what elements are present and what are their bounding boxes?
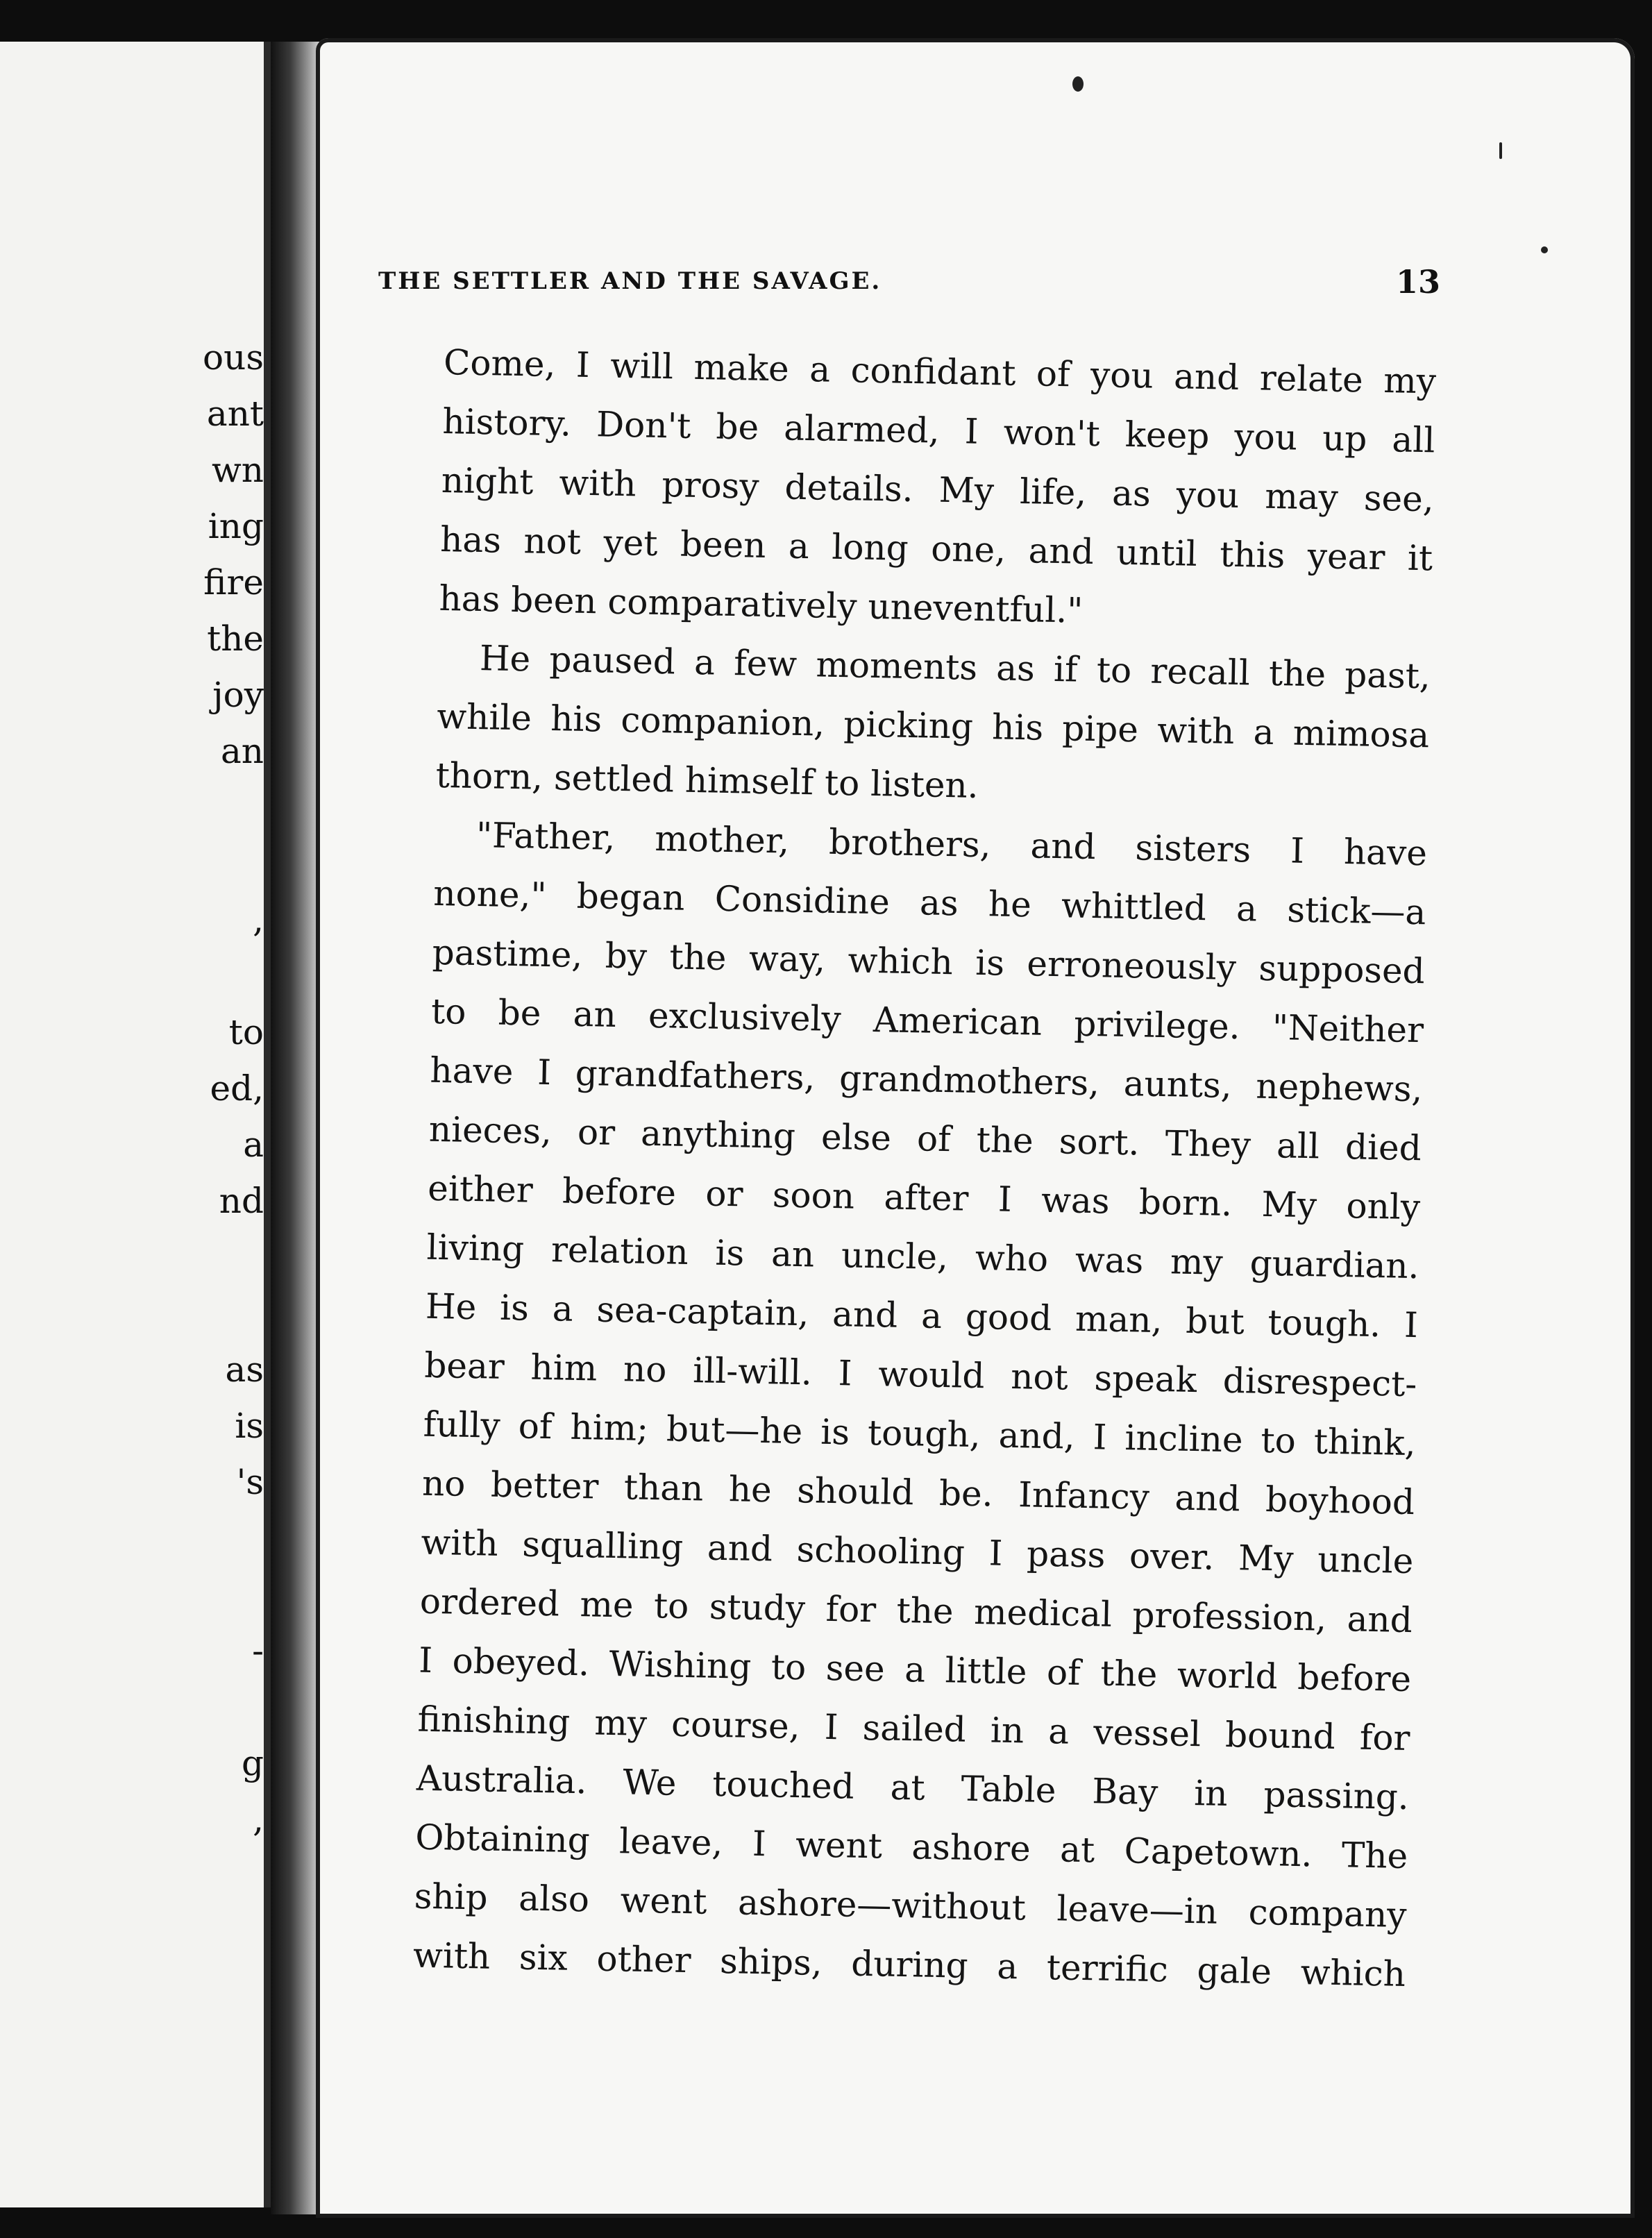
previous-page-line-fragment: an: [220, 731, 264, 771]
text-line: Come, I will make a confidant of you and relate my: [443, 342, 1437, 402]
previous-page-line-fragment: joy: [212, 675, 264, 715]
previous-page-line-fragment: ant: [206, 394, 264, 434]
text-line: nieces, or anything else of the sort. They all died: [428, 1109, 1422, 1169]
ink-speck: [1541, 246, 1548, 253]
previous-page-line-fragment: g: [241, 1743, 264, 1783]
previous-page-line-fragment: a: [243, 1125, 264, 1165]
text-line: He is a sea-captain, and a good man, but tough. I: [425, 1286, 1419, 1346]
text-line: with six other ships, during a terrific gale which: [412, 1935, 1406, 1995]
previous-page-line-fragment: ing: [208, 506, 264, 546]
book-gutter: [271, 42, 319, 2214]
running-head-title: THE SETTLER AND THE SAVAGE.: [378, 267, 882, 295]
previous-page-line-fragment: the: [207, 619, 264, 659]
text-line: no better than he should be. Infancy and boyhood: [421, 1463, 1415, 1523]
text-line: living relation is an uncle, who was my guardian.: [426, 1227, 1420, 1287]
ink-speck: [1072, 76, 1084, 92]
previous-page-line-fragment: ed,: [210, 1068, 264, 1109]
previous-page-line-fragment: ,: [253, 1799, 264, 1840]
page-number: 13: [1395, 263, 1440, 301]
previous-page-line-fragment: to: [228, 1012, 264, 1052]
text-line: ship also went ashore—without leave—in company: [414, 1876, 1408, 1936]
previous-page: [0, 42, 271, 2207]
text-line: Australia. We touched at Table Bay in passing.: [416, 1758, 1410, 1818]
text-line: with squalling and schooling I pass over. My uncle: [421, 1522, 1414, 1582]
text-line: has been comparatively uneventful.": [439, 578, 1084, 631]
previous-page-line-fragment: ,: [253, 900, 264, 940]
previous-page-line-fragment: is: [235, 1406, 264, 1446]
text-line: pastime, by the way, which is erroneously supposed: [432, 932, 1426, 992]
text-line: ordered me to study for the medical profession, and: [419, 1581, 1413, 1641]
text-line: either before or soon after I was born. My only: [427, 1168, 1421, 1228]
previous-page-line-fragment: 's: [236, 1462, 264, 1502]
previous-page-line-fragment: -: [252, 1631, 264, 1671]
text-line: "Father, mother, brothers, and sisters I have: [475, 815, 1428, 874]
previous-page-line-fragment: nd: [219, 1181, 264, 1221]
text-line: while his companion, picking his pipe with a mimosa: [436, 696, 1430, 756]
text-line: thorn, settled himself to listen.: [435, 755, 979, 806]
text-line: bear him no ill-will. I would not speak disrespect-: [423, 1345, 1417, 1405]
text-line: to be an exclusively American privilege. "Neither: [430, 991, 1424, 1051]
text-line: have I grandfathers, grandmothers, aunts, nephews,: [430, 1050, 1423, 1110]
text-line: He paused a few moments as if to recall the past,: [479, 638, 1431, 697]
text-line: has not yet been a long one, and until this year it: [439, 519, 1433, 579]
running-head: [378, 263, 1440, 316]
text-line: none," began Considine as he whittled a stick—a: [432, 873, 1426, 933]
text-line: Obtaining leave, I went ashore at Capetown. The: [414, 1817, 1408, 1877]
text-line: history. Don't be alarmed, I won't keep you up all: [442, 401, 1435, 461]
text-line: fully of him; but—he is tough, and, I incline to think,: [423, 1404, 1417, 1464]
text-line: I obeyed. Wishing to see a little of the world before: [418, 1640, 1412, 1700]
previous-page-line-fragment: fire: [203, 562, 264, 603]
text-line: finishing my course, I sailed in a vessel bound for: [417, 1699, 1410, 1759]
ink-speck: [1499, 142, 1502, 159]
previous-page-line-fragment: as: [225, 1349, 264, 1390]
page-body: [412, 333, 1436, 2004]
previous-page-line-fragment: wn: [212, 450, 264, 490]
text-line: night with prosy details. My life, as you may see,: [441, 460, 1435, 520]
previous-page-line-fragment: ous: [203, 337, 264, 378]
